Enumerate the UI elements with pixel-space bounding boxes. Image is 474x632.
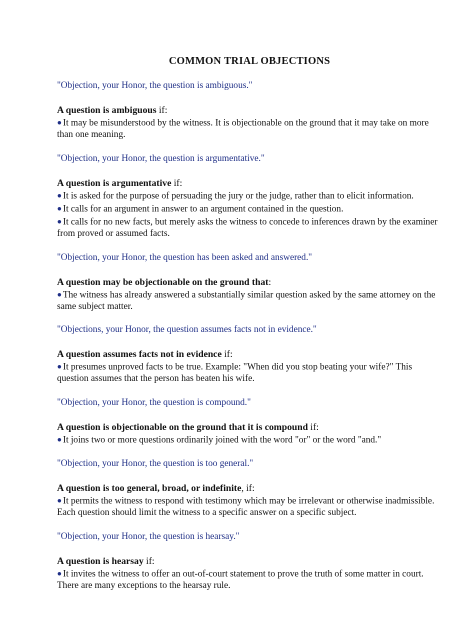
bullet-item	[57, 289, 438, 314]
bullet-item	[57, 117, 438, 142]
bullet-icon: ●	[57, 203, 62, 213]
bullet-item	[57, 190, 438, 203]
objection-heading-bold: A question is hearsay	[57, 555, 144, 567]
objection-quote: "Objection, your Honor, the question is too general."	[57, 459, 254, 470]
objection-section	[57, 324, 438, 386]
objection-quote: "Objection, your Honor, the question is hearsay."	[57, 531, 240, 542]
objection-section	[57, 153, 438, 241]
bullet-item	[57, 203, 438, 216]
bullet-item	[57, 434, 438, 447]
objection-heading-suffix: , if:	[241, 483, 255, 495]
objection-section	[57, 252, 438, 314]
objection-quote: "Objections, your Honor, the question assumes facts not in evidence."	[57, 325, 317, 336]
bullet-item	[57, 216, 438, 241]
objection-heading-suffix: if:	[171, 177, 183, 189]
objection-heading-suffix: if:	[156, 105, 168, 116]
bullet-text: It permits the witness to respond with testimony which may be irrelevant or otherwise inadmissible. Each question should limit the witness to a specific answer on a specific subject.	[57, 496, 435, 519]
document-title: COMMON TRIAL OBJECTIONS	[168, 56, 331, 67]
bullet-item	[57, 568, 438, 593]
bullet-text: It calls for an argument in answer to an argument contained in the question.	[62, 204, 344, 215]
objection-heading	[57, 422, 438, 434]
bullet-text: It calls for no new facts, but merely asks the witness to concede to inferences drawn by the examiner from proved or assumed facts.	[57, 217, 438, 239]
bullet-text: It presumes unproved facts to be true. Example: "When did you stop beating your wife?" This question assumes that the person has beaten his wife.	[57, 362, 413, 385]
bullet-text: It joins two or more questions ordinarily joined with the word "or" or the word "and."	[62, 435, 382, 446]
objection-heading-suffix: if:	[221, 349, 233, 361]
objection-quote: "Objection, your Honor, the question is ambiguous."	[57, 81, 253, 91]
objection-quote: "Objection, your Honor, the question is compound."	[57, 397, 251, 408]
objection-heading-bold: A question is argumentative	[57, 177, 172, 189]
bullet-icon: ●	[57, 568, 62, 578]
bullet-icon: ●	[57, 496, 62, 506]
objection-section	[57, 80, 438, 142]
objection-heading-suffix: :	[268, 276, 272, 288]
bullet-icon: ●	[57, 289, 62, 299]
objection-quote: "Objection, your Honor, the question has been asked and answered."	[57, 252, 313, 263]
objection-heading-bold: A question is too general, broad, or indefinite	[57, 483, 242, 495]
objection-heading-suffix: if:	[143, 555, 155, 567]
bullet-icon: ●	[57, 216, 62, 226]
bullet-text: It is asked for the purpose of persuading the jury or the judge, rather than to elicit information.	[62, 191, 414, 202]
objection-heading	[57, 556, 438, 568]
objection-section	[57, 458, 438, 520]
objection-section	[57, 531, 438, 593]
objection-heading	[57, 277, 438, 289]
document-body	[57, 56, 438, 592]
objection-heading	[57, 105, 438, 117]
bullet-text: The witness has already answered a substantially similar question asked by the same attorney on the same subject matter.	[57, 290, 436, 312]
bullet-text: It may be misunderstood by the witness. It is objectionable on the ground that it may take on more than one meaning.	[57, 118, 429, 141]
sections-container	[57, 80, 438, 592]
objection-heading	[57, 178, 438, 190]
bullet-item	[57, 361, 438, 386]
bullet-icon: ●	[57, 362, 62, 372]
bullet-icon: ●	[57, 190, 62, 200]
objection-heading-bold: A question may be objectionable on the ground that	[57, 276, 269, 288]
objection-heading-bold: A question is ambiguous	[57, 105, 157, 116]
objection-heading-bold: A question assumes facts not in evidence	[57, 349, 222, 361]
bullet-item	[57, 495, 438, 520]
objection-quote: "Objection, your Honor, the question is argumentative."	[57, 153, 265, 164]
bullet-icon: ●	[57, 118, 62, 127]
objection-heading-suffix: if:	[307, 421, 319, 433]
objection-section	[57, 397, 438, 447]
objection-heading	[57, 483, 438, 495]
objection-heading	[57, 349, 438, 361]
bullet-text: It invites the witness to offer an out-of-court statement to prove the truth of some matter in court. There are many exceptions to the hearsay rule.	[57, 569, 424, 591]
objection-heading-bold: A question is objectionable on the ground that it is compound	[57, 421, 308, 433]
bullet-icon: ●	[57, 434, 62, 444]
